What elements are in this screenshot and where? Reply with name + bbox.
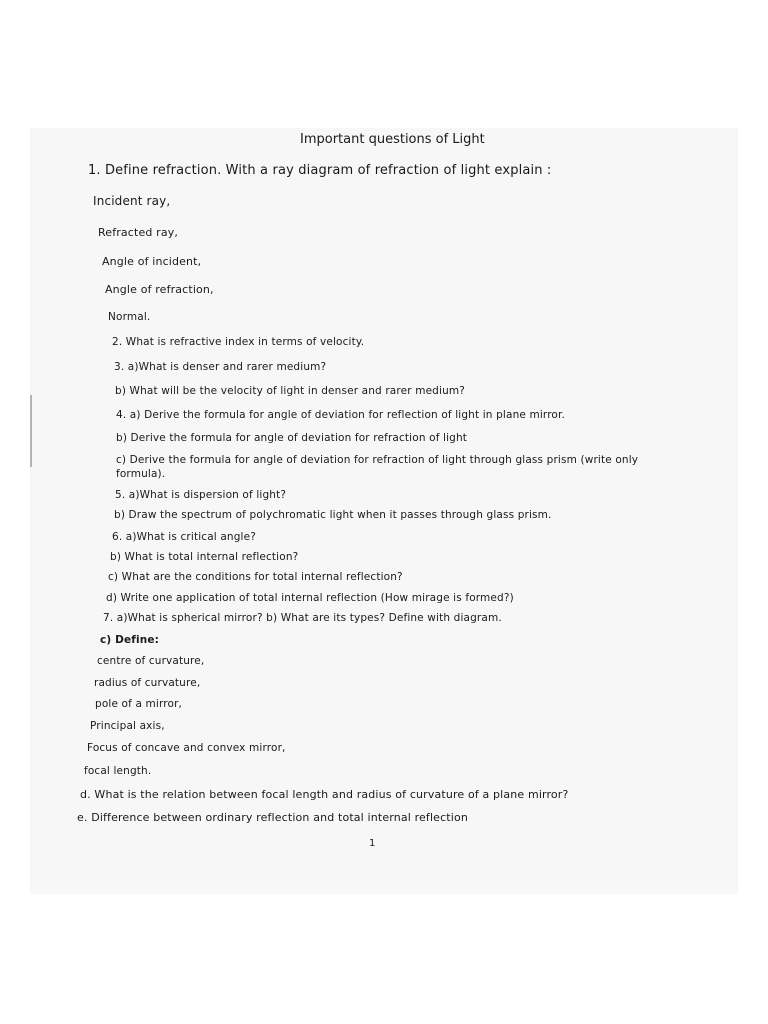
page-title: Important questions of Light xyxy=(300,132,485,147)
question-6b: b) What is total internal reflection? xyxy=(110,551,299,563)
list-item-focus: Focus of concave and convex mirror, xyxy=(87,742,286,754)
question-3a: 3. a)What is denser and rarer medium? xyxy=(114,361,327,373)
scan-edge-mark xyxy=(30,395,32,467)
list-item-normal: Normal. xyxy=(108,311,151,323)
list-item-angle-of-incident: Angle of incident, xyxy=(102,255,202,268)
question-7c: c) Define: xyxy=(100,634,159,646)
list-item-focal-length: focal length. xyxy=(84,765,152,777)
list-item-angle-of-refraction: Angle of refraction, xyxy=(105,283,214,296)
question-6a: 6. a)What is critical angle? xyxy=(112,531,256,543)
page-number: 1 xyxy=(369,838,376,849)
question-7d: d. What is the relation between focal length and radius of curvature of a plane mirror? xyxy=(80,788,569,801)
question-7e: e. Difference between ordinary reflection and total internal reflection xyxy=(77,811,468,824)
list-item-pole-of-mirror: pole of a mirror, xyxy=(95,698,183,710)
question-4b: b) Derive the formula for angle of deviation for refraction of light xyxy=(116,432,468,444)
question-2: 2. What is refractive index in terms of velocity. xyxy=(112,336,365,348)
question-6d: d) Write one application of total internal reflection (How mirage is formed?) xyxy=(106,592,514,604)
question-1: 1. Define refraction. With a ray diagram of refraction of light explain : xyxy=(88,163,552,178)
question-4c: c) Derive the formula for angle of deviation for refraction of light through glass prism (write only formula). xyxy=(116,454,639,480)
list-item-radius-of-curvature: radius of curvature, xyxy=(94,677,201,689)
list-item-principal-axis: Principal axis, xyxy=(90,720,165,732)
list-item-incident-ray: Incident ray, xyxy=(93,194,171,208)
question-6c: c) What are the conditions for total internal reflection? xyxy=(108,571,403,583)
question-5b: b) Draw the spectrum of polychromatic light when it passes through glass prism. xyxy=(114,509,552,521)
list-item-refracted-ray: Refracted ray, xyxy=(98,226,179,239)
question-5a: 5. a)What is dispersion of light? xyxy=(115,489,287,501)
question-4a: 4. a) Derive the formula for angle of deviation for reflection of light in plane mirror. xyxy=(116,409,565,421)
list-item-centre-of-curvature: centre of curvature, xyxy=(97,655,205,667)
question-7ab: 7. a)What is spherical mirror? b) What are its types? Define with diagram. xyxy=(103,612,502,624)
question-3b: b) What will be the velocity of light in denser and rarer medium? xyxy=(115,385,465,397)
